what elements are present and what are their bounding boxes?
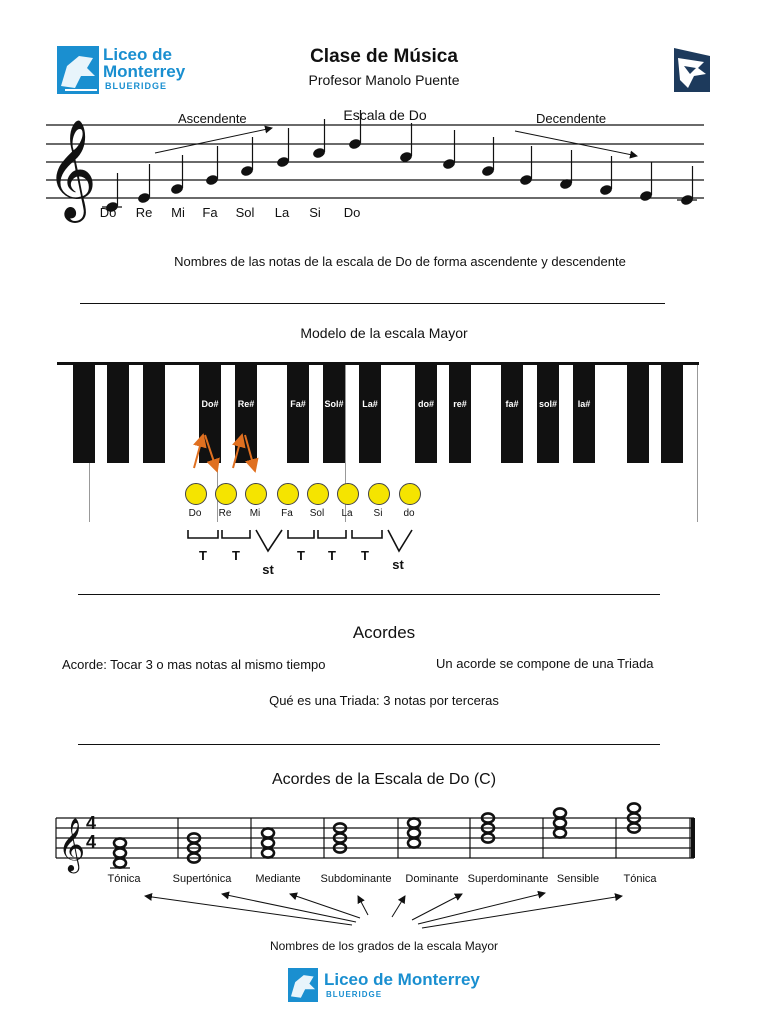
chord-note: [408, 818, 420, 827]
degree-label: Mediante: [255, 873, 301, 885]
step-label: T: [232, 548, 240, 563]
time-signature-top: 4: [86, 813, 97, 833]
footer-logo-text: Liceo de Monterrey: [324, 970, 480, 989]
footer-lion-icon: [288, 968, 318, 1002]
degree-label: Subdominante: [320, 873, 392, 885]
chord-note: [554, 808, 566, 817]
white-key-label: Si: [373, 508, 383, 519]
footer-logo-sub: BLUERIDGE: [326, 990, 383, 999]
scale-note-label: Re: [135, 205, 153, 220]
ascending-label: Ascendente: [178, 111, 247, 126]
white-key-label: Re: [218, 508, 232, 519]
degree-label: Supertónica: [172, 873, 232, 885]
scale-caption: Nombres de las notas de la escala de Do de forma ascendente y descendente: [174, 254, 626, 269]
treble-clef-icon: 𝄞: [46, 119, 97, 219]
triad-note: Un acorde se compone de una Triada: [436, 656, 654, 671]
scale-note-label: Mi: [171, 205, 185, 220]
step-label: st: [262, 562, 274, 577]
logo-line-2: Monterrey: [103, 62, 186, 81]
chord-note: [114, 838, 126, 847]
white-key-label: Fa: [281, 508, 293, 519]
degrees-caption: Nombres de los grados de la escala Mayor: [269, 939, 499, 953]
chord-note: [628, 803, 640, 812]
degree-label: Tónica: [623, 873, 657, 885]
white-key-label: Mi: [249, 508, 261, 519]
scale-title: Escala de Do: [343, 107, 427, 123]
logo-line-1: Liceo de: [103, 45, 172, 64]
white-key-label: do: [403, 508, 415, 519]
chords-scale-title: Acordes de la Escala de Do (C): [271, 771, 497, 788]
chord-note: [408, 838, 420, 847]
chord-note: [114, 848, 126, 857]
black-key-label: Fa#: [290, 399, 306, 409]
chord-note: [262, 848, 274, 857]
scale-note-label: Sol: [235, 205, 255, 220]
scale-note-label: Do: [343, 205, 361, 220]
step-label: T: [361, 548, 369, 563]
black-key-label: fa#: [505, 399, 519, 409]
scale-note-label: Fa: [202, 205, 218, 220]
scale-note-label: Do: [99, 205, 117, 220]
black-key-label: Sol#: [324, 399, 344, 409]
step-label: st: [392, 557, 404, 572]
white-key-label: La: [341, 508, 353, 519]
degree-label: Dominante: [405, 873, 459, 885]
white-key-label: Sol: [309, 508, 325, 519]
descending-label: Decendente: [536, 111, 607, 126]
chord-definition: Acorde: Tocar 3 o mas notas al mismo tiempo: [62, 657, 326, 672]
degree-label: Sensible: [556, 873, 600, 885]
step-label: T: [199, 548, 207, 563]
degree-label: Superdominante: [467, 873, 549, 885]
black-key-label: La#: [362, 399, 378, 409]
page-subtitle: Profesor Manolo Puente: [308, 72, 460, 88]
treble-clef-icon: 𝄞: [58, 817, 86, 871]
scale-note-label: La: [274, 205, 290, 220]
black-key-label: do#: [417, 399, 434, 409]
piano-title: Modelo de la escala Mayor: [300, 325, 468, 341]
black-key-label: re#: [453, 399, 467, 409]
chord-note: [554, 828, 566, 837]
black-key-label: Do#: [201, 399, 219, 409]
logo-line-3: BLUERIDGE: [105, 81, 168, 91]
footer-logo: [288, 968, 488, 1004]
black-key-label: Re#: [237, 399, 255, 409]
chords-title: Acordes: [352, 623, 416, 642]
page-title: Clase de Música: [310, 46, 458, 67]
step-label: T: [297, 548, 305, 563]
chord-note: [408, 828, 420, 837]
scale-note-label: Si: [309, 205, 321, 220]
black-key-label: sol#: [538, 399, 557, 409]
chord-note: [262, 838, 274, 847]
time-signature-bottom: 4: [86, 832, 97, 852]
chord-note: [554, 818, 566, 827]
triad-definition: Qué es una Triada: 3 notas por terceras: [269, 693, 499, 708]
degree-label: Tónica: [107, 873, 141, 885]
white-key-label: Do: [188, 508, 202, 519]
chord-note: [262, 828, 274, 837]
black-key-label: la#: [577, 399, 591, 409]
chord-note: [114, 858, 126, 867]
step-label: T: [328, 548, 336, 563]
